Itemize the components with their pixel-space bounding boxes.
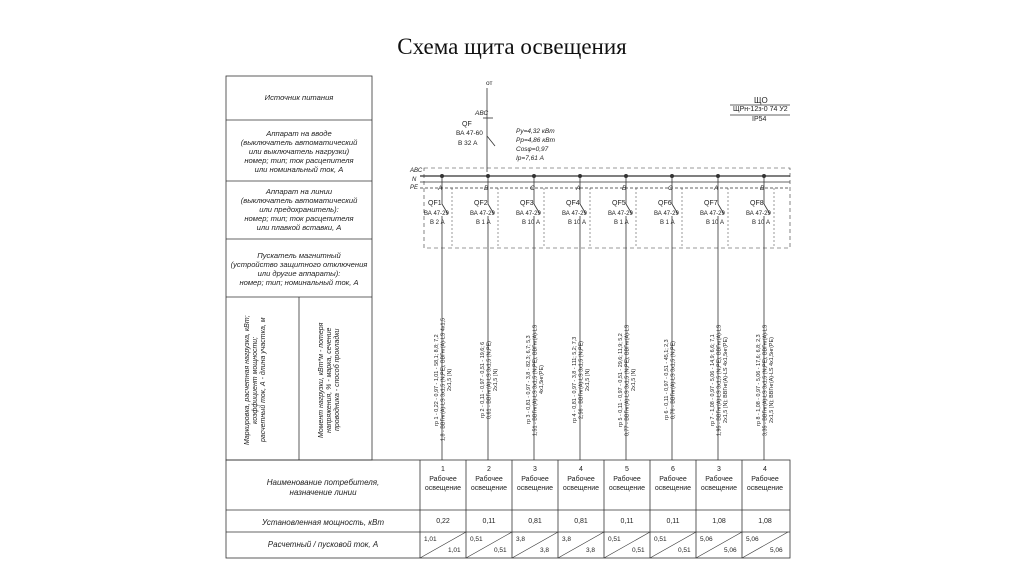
- input-cos: Cosφ=0,97: [516, 146, 549, 153]
- current-start-value: 5,06: [724, 547, 737, 554]
- current-rated-value: 5,06: [700, 536, 713, 543]
- label-moment-vertical: Момент нагрузки, кВт*м - потеря напряжения, % - марка, сечение проводника - способ прокладки: [318, 322, 341, 438]
- line-cable-text: гр 6 - 0,11 - 0,97 - 0,51 - 45,1; 2,3 0,76 - ВВГнг(А)-LS 3х1,5 (N,PE): [664, 339, 677, 421]
- input-qf-label: QF: [462, 121, 472, 128]
- line-phase-label: С: [668, 185, 673, 192]
- consumer-name: Рабочее освещение: [608, 476, 646, 492]
- current-start-value: 0,51: [678, 547, 691, 554]
- line-breaker-type: ВА 47-29: [562, 211, 587, 217]
- current-rated-value: 0,51: [654, 536, 667, 543]
- input-ip: Iр=7,61 А: [516, 155, 545, 162]
- input-ru: Pу=4,32 кВт: [516, 128, 555, 135]
- line-breaker-rating: В 10 А: [568, 220, 587, 226]
- line-breaker-type: ВА 47-29: [424, 211, 449, 217]
- line-phase-label: А: [438, 185, 443, 192]
- consumer-number: 1: [441, 466, 445, 473]
- line-breaker-label: QF4: [566, 200, 580, 207]
- line-phase-label: В: [622, 185, 627, 192]
- line-breaker-rating: В 10 А: [522, 220, 541, 226]
- current-start-value: 1,01: [448, 547, 461, 554]
- line-breaker-label: QF5: [612, 200, 626, 207]
- consumer-number: 2: [487, 466, 491, 473]
- line-breaker-rating: В 1 А: [660, 220, 675, 226]
- current-start-value: 3,8: [540, 547, 550, 554]
- installed-power-value: 0,81: [528, 518, 542, 525]
- line-breaker-type: ВА 47-29: [470, 211, 495, 217]
- consumer-number: 6: [671, 466, 675, 473]
- panel-ip: IP54: [752, 116, 767, 123]
- current-rated-value: 5,06: [746, 536, 759, 543]
- line-phase-label: В: [484, 185, 489, 192]
- consumer-number: 4: [763, 466, 767, 473]
- input-qf-type: ВА 47-60: [456, 130, 483, 137]
- line-cable-text: гр 1 - 0,22 - 0,97 - 1,01 - 58,1; 8,8; 7,2 1,8 - ВВГнг(А)-LS 3х1,5 (N,PE); ВВГнг(А)-LS 4х1,5 2х1,5 (N): [434, 318, 453, 442]
- installed-power-value: 0,22: [436, 518, 450, 525]
- consumer-name: Рабочее освещение: [424, 476, 462, 492]
- line-breaker-rating: В 1 А: [614, 220, 629, 226]
- installed-power-value: 1,08: [758, 518, 772, 525]
- bus-label-n: N: [412, 177, 417, 183]
- line-breaker-label: QF3: [520, 200, 534, 207]
- input-rr: Pр=4,86 кВт: [516, 137, 556, 144]
- line-breaker-label: QF2: [474, 200, 488, 207]
- label-current: Расчетный / пусковой ток, А: [267, 540, 379, 549]
- line-breaker-type: ВА 47-29: [746, 211, 771, 217]
- consumer-name: Рабочее освещение: [562, 476, 600, 492]
- installed-power-value: 0,11: [666, 518, 680, 525]
- current-start-value: 0,51: [632, 547, 645, 554]
- current-rated-value: 3,8: [516, 536, 526, 543]
- line-breaker-label: QF7: [704, 200, 718, 207]
- line-cable-text: гр 4 - 0,81 - 0,97 - 3,8 - 111; 5,2; 7,3 2,56 - ВВГнг(А)-LS 3х1,5 (N,PE) 2х1,5 (N): [572, 336, 591, 424]
- bus-label-abc: АВС: [410, 168, 423, 174]
- consumer-name: Рабочее освещение: [516, 476, 554, 492]
- installed-power-value: 0,81: [574, 518, 588, 525]
- bus-label-pe: PE: [410, 185, 419, 191]
- line-breaker-type: ВА 47-29: [700, 211, 725, 217]
- current-start-value: 5,06: [770, 547, 783, 554]
- consumer-number: 4: [579, 466, 583, 473]
- consumer-number: 5: [625, 466, 629, 473]
- input-from-label: от: [486, 80, 493, 87]
- line-breaker-rating: В 2 А: [430, 220, 445, 226]
- input-qf-rating: В 32 А: [458, 140, 478, 147]
- consumer-name: Рабочее освещение: [700, 476, 738, 492]
- panel-name: ЩО: [754, 96, 768, 105]
- line-phase-label: А: [714, 185, 719, 192]
- installed-power-value: 1,08: [712, 518, 726, 525]
- line-breaker-type: ВА 47-29: [608, 211, 633, 217]
- line-breaker-label: QF6: [658, 200, 672, 207]
- label-line-device: Аппарат на линии (выключатель автоматический или предохранитель): номер; тип; ток расцепителя или плавкой вставки, А: [240, 187, 358, 232]
- installed-power-value: 0,11: [482, 518, 496, 525]
- label-starter: Пускатель магнитный (устройство защитного отключения или другие аппараты): номер; тип; номинальный ток, А: [230, 251, 368, 287]
- line-phase-label: В: [760, 185, 765, 192]
- consumer-number: 3: [533, 466, 537, 473]
- line-cable-text: гр 7 - 1,08 - 0,97 - 5,06 - 14,9; 6,6; 7,1 1,95 - ВВГнг(А)-LS 3х1,5 (N,PE); ВВГнг(А)-LS 2х1,5 (N); ВВГнг(А)-LS 4х1,5нг(PE): [710, 324, 729, 436]
- installed-power-value: 0,11: [620, 518, 634, 525]
- panel-type: ЩРн-12з-0 74 У2: [733, 106, 788, 113]
- line-breaker-type: ВА 47-29: [516, 211, 541, 217]
- current-start-value: 0,51: [494, 547, 507, 554]
- current-rated-value: 0,51: [470, 536, 483, 543]
- line-breaker-label: QF8: [750, 200, 764, 207]
- label-installed-power: Установленная мощность, кВт: [261, 518, 385, 527]
- line-breaker-type: ВА 47-29: [654, 211, 679, 217]
- consumer-name: Рабочее освещение: [470, 476, 508, 492]
- panel-enclosure: [424, 168, 790, 248]
- current-rated-value: 3,8: [562, 536, 572, 543]
- current-start-value: 3,8: [586, 547, 596, 554]
- input-phases-label: АВС: [475, 110, 489, 117]
- line-phase-label: С: [530, 185, 535, 192]
- slide-title: Схема щита освещения: [397, 34, 627, 59]
- current-rated-value: 1,01: [424, 536, 437, 543]
- line-cable-text: гр 3 - 0,81 - 0,97 - 3,8 - 82,3; 6,7; 5,3 1,51 - ВВГнг(А)-LS 3х1,5 (N,PE); ВВГнг(А)-LS 4х1,5нг(PE): [526, 324, 545, 436]
- consumer-name: Рабочее освещение: [746, 476, 784, 492]
- label-consumer: Наименование потребителя, назначение линии: [266, 478, 380, 497]
- line-breaker-rating: В 10 А: [706, 220, 725, 226]
- line-breaker-rating: В 10 А: [752, 220, 771, 226]
- consumer-number: 3: [717, 466, 721, 473]
- line-breaker-label: QF1: [428, 200, 442, 207]
- line-breaker-rating: В 1 А: [476, 220, 491, 226]
- current-rated-value: 0,51: [608, 536, 621, 543]
- label-power-source: Источник питания: [264, 93, 334, 102]
- label-marking-vertical: Маркировка, расчетная нагрузка, кВт; коэффициент мощности; расчетный ток, А - длина участка, м: [244, 315, 267, 445]
- line-cable-text: гр 2 - 0,11 - 0,97 - 0,51 - 19,6; 6 0,61 - ВВГнг(А)-LS 3х1,5 (N,PE) 2х1,5 (N): [480, 341, 499, 419]
- label-input-device: Аппарат на вводе (выключатель автоматический или выключатель нагрузки) номер; тип; ток расцепителя или номинальный ток, А: [240, 129, 358, 174]
- input-breaker-contact: [487, 136, 495, 146]
- line-cable-text: гр 5 - 0,11 - 0,97 - 0,51 - 29,6; 11,9; 5,2 0,77 - ВВГнг(А)-LS 3х1,5 (N,PE); ВВГнг(А)-LS 2х1,5 (N): [618, 324, 637, 436]
- line-phase-label: А: [576, 185, 581, 192]
- consumer-name: Рабочее освещение: [654, 476, 692, 492]
- line-cable-text: гр 8 - 1,08 - 0,97 - 5,06 - 17,6; 6,8; 2,3 3,35 - ВВГнг(А)-LS 3х1,5 (N,PE); ВВГнг(А)-LS 2х1,5 (N); ВВГнг(А)-LS 4х1,5нг(PE): [756, 324, 775, 436]
